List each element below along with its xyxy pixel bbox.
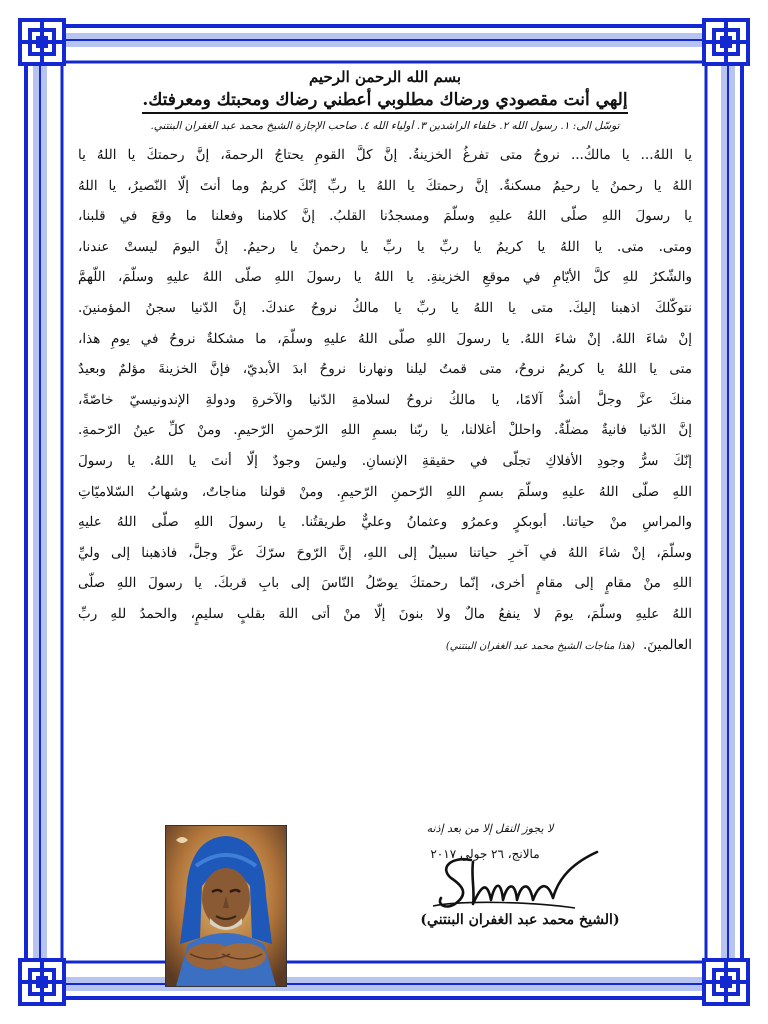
portrait-illustration: [166, 826, 286, 986]
body-line: إنْ شاءَ اللهُ. إنْ شاءَ اللهُ. يا رسولَ اللهِ صلّى اللهُ عليهِ وسلّمَ، ما مشكلةٌ نروحُ في يومِ هذا،: [78, 330, 692, 347]
date-line: مالانج، ٢٦ جولي ٢٠١٧: [430, 847, 540, 861]
portrait-painting: [165, 825, 287, 987]
page-title: [78, 90, 692, 110]
copy-warning: لا يجوز النقل إلا من بعد إذنه: [426, 822, 554, 835]
body-line: يا رسولَ اللهِ صلّى اللهُ عليهِ وسلّمَ ومسجدُنا القلبُ. إنَّ كلامنا وفعلنا ما وقعَ في قلبنا،: [78, 208, 692, 225]
closing-word: العالمينَ.: [642, 636, 692, 653]
body-line-final: [78, 630, 692, 661]
body-line: والمراسِ منْ حياتنا. أبوبكرٍ وعمرُو وعثمانُ وعليٌّ طريقتُنا. يا رسولَ اللهِ صلّى اللهُ عليهِ: [78, 514, 692, 531]
handwritten-signature: [425, 846, 605, 918]
title-text: إلهي أنت مقصودي ورضاك مطلوبي أعطني رضاك ومحبتك ومعرفتك.: [142, 90, 627, 114]
body-line: منكَ عزَّ وجلَّ أشدُّ آلامًا، يا مالكُ نروحُ لسلامةِ الدّنيا والآخرةِ ودولةِ الإندونيسيّ خاصّةً،: [78, 391, 692, 408]
basmala: بسم الله الرحمن الرحيم: [308, 68, 462, 86]
body-line: ومتى. متى. يا اللهُ يا كريمُ يا ربِّ يا ربِّ يا رحمنُ يا رحيمُ. إنَّ اليومَ ليستْ عندنا،: [78, 238, 692, 255]
body-line: إنّكَ سرُّ وجودِ الأفلاكِ تجلّى في حقيقةِ الإنسانِ. وليسَ وجودٌ إلّا أنتَ يا اللهُ. يا رسولَ: [78, 452, 692, 469]
body-line: اللهِ منْ مقامٍ إلى مقامٍ أخرى، إنّما رحمتكَ يوصّلُ النّاسَ إلى بابِ قربكَ. يا رسولَ اللهِ صلّى: [78, 575, 692, 592]
body-line: يا اللهُ... يا مالكُ... نروحُ متى تفرغُ الخزينةُ. إنَّ كلَّ القومِ يحتاجُ الرحمةَ، إنَّ رحمتكَ يا اللهُ يا: [78, 147, 692, 163]
prayer-document: [78, 68, 692, 660]
body-line: نتوكّلكَ اذهبنا إليكَ. متى يا اللهُ يا ربِّ يا مالكُ نروحُ عندكَ. إنَّ الدّنيا سجنُ المؤمنينَ.: [78, 299, 692, 316]
tawassul-line: توسّل الى: ١. رسول الله ٢. خلفاء الراشدين ٣. أولياء الله ٤. صاحب الإجازة الشيخ محمد عبد الغفران البنتني.: [150, 120, 620, 132]
body-line: والشّكرُ للهِ كلَّ الأيّامِ في موقعِ الخزينةِ. يا اللهُ يا رسولَ اللهِ صلّى اللهُ عليهِ وسلّمَ، اللّهمَّ: [78, 269, 692, 286]
body-line: اللهِ صلّى اللهُ عليهِ وسلّمَ بسمِ اللهِ الرّحمنِ الرّحيمِ. ومنْ قولنا مناجاتٌ، وشهابُ السّلاميّاتِ: [78, 483, 692, 500]
body-line: اللهُ يا رحمنُ يا رحيمُ مسكنةٌ. إنَّ رحمتكَ يا اللهُ يا ربِّ إنّكَ كريمٌ وما أنتَ إلّا النّصيرُ، يا اللهُ: [78, 177, 692, 194]
body-line: اللهُ عليهِ وسلّمَ، يومَ لا ينفعُ مالٌ ولا بنونَ إلّا منْ أتى اللهَ بقلبٍ سليمٍ، والحمدُ للهِ ربِّ: [78, 605, 692, 622]
body-line: وسلّمَ، إنْ شاءَ اللهُ في آخرِ حياتنا سبيلٌ إلى اللهِ، إنَّ الرّوحَ سرّكَ عزَّ وجلَّ، فاذهبنا إلى وليِّ: [78, 544, 692, 561]
signatory-name: (الشيخ محمد عبد الغفران البنتني): [420, 912, 620, 928]
body-line: متى يا اللهُ يا كريمُ نروحُ، متى قمتُ ليلنا ونهارنا نروحُ ابدَ الأبديّ، فإنَّ الخزينةَ مؤلمٌ وبعيدٌ: [78, 361, 692, 378]
prayer-body: [78, 140, 692, 660]
author-credit: (هذا مناجات الشيخ محمد عبد الغفران البنتني): [445, 640, 635, 652]
body-line: إنَّ الدّنيا فانيةٌ مضلّةٌ. واحللْ أغلالنا، يا ربّنا بسمِ اللهِ الرّحمنِ الرّحيمِ. ومنْ كلِّ عينُ الرّحمةِ.: [78, 422, 692, 439]
